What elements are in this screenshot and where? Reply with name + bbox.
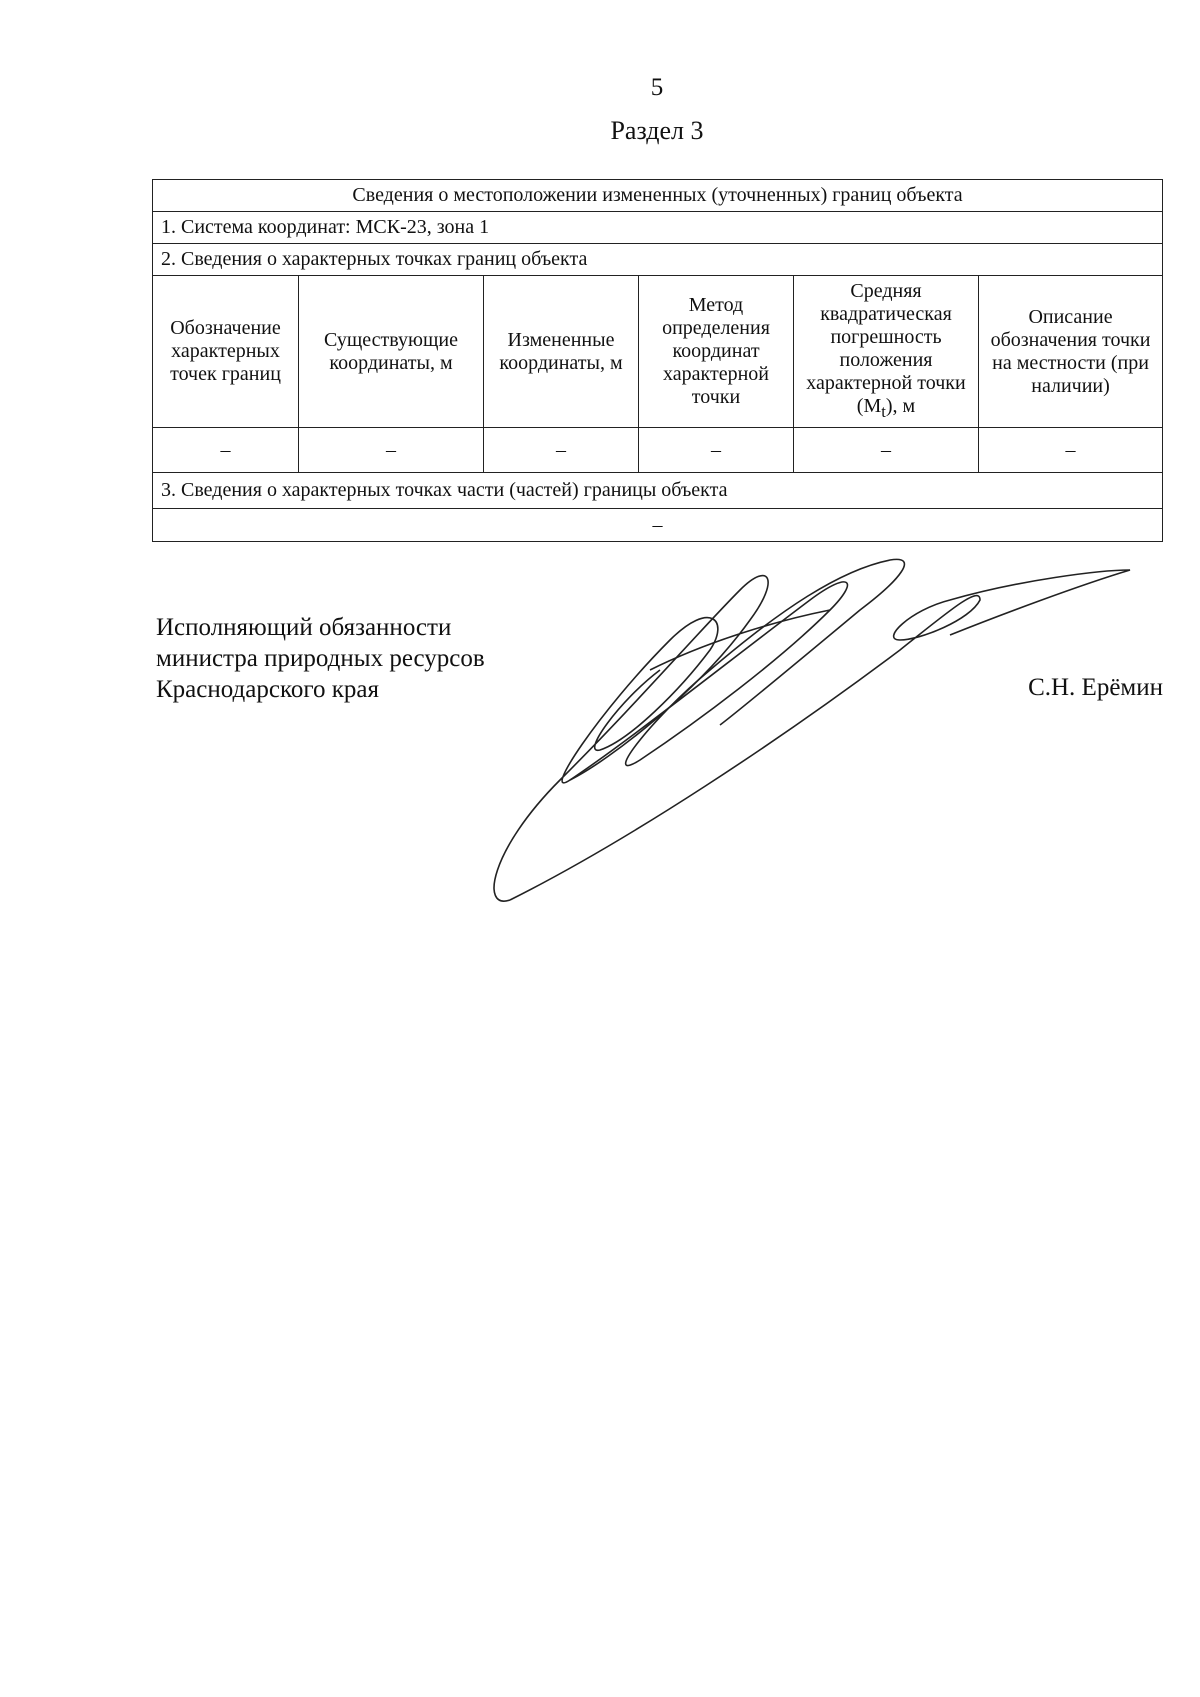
position-line: Исполняющий обязанности <box>156 614 452 641</box>
handwritten-signature <box>480 550 1160 930</box>
table-header-row <box>153 276 1163 428</box>
table-cell: – <box>153 428 299 473</box>
table-cell: – <box>639 428 794 473</box>
table-row <box>153 428 1163 473</box>
section-title: Раздел 3 <box>610 116 704 145</box>
signatory-name: С.Н. Ерёмин <box>1028 674 1163 701</box>
part-points-value: – <box>153 509 1163 542</box>
signatory-position <box>156 612 485 705</box>
column-header: Существующие координаты, м <box>299 276 484 428</box>
part-points-row: 3. Сведения о характерных точках части (частей) границы объекта <box>153 473 1163 509</box>
page-number: 5 <box>650 74 664 101</box>
table-cell: – <box>979 428 1163 473</box>
table-cell: – <box>299 428 484 473</box>
column-header: Измененные координаты, м <box>484 276 639 428</box>
column-header-suffix: ), м <box>885 395 916 417</box>
coordinate-system-row: 1. Система координат: МСК-23, зона 1 <box>153 212 1163 244</box>
column-header-text: Средняя квадратическая погрешность положения характерной точки (M <box>806 280 966 417</box>
points-section-row: 2. Сведения о характерных точках границ объекта <box>153 244 1163 276</box>
column-header: Метод определения координат характерной точки <box>639 276 794 428</box>
table-cell: – <box>484 428 639 473</box>
table-title: Сведения о местоположении измененных (уточненных) границ объекта <box>153 180 1163 212</box>
column-header: Обозначение характерных точек границ <box>153 276 299 428</box>
boundary-table <box>152 179 1163 542</box>
position-line: Краснодарского края <box>156 676 379 703</box>
position-line: министра природных ресурсов <box>156 645 485 672</box>
subscript: t <box>881 402 886 421</box>
table-cell: – <box>794 428 979 473</box>
column-header: Описание обозначения точки на местности (при наличии) <box>979 276 1163 428</box>
column-header <box>794 276 979 428</box>
